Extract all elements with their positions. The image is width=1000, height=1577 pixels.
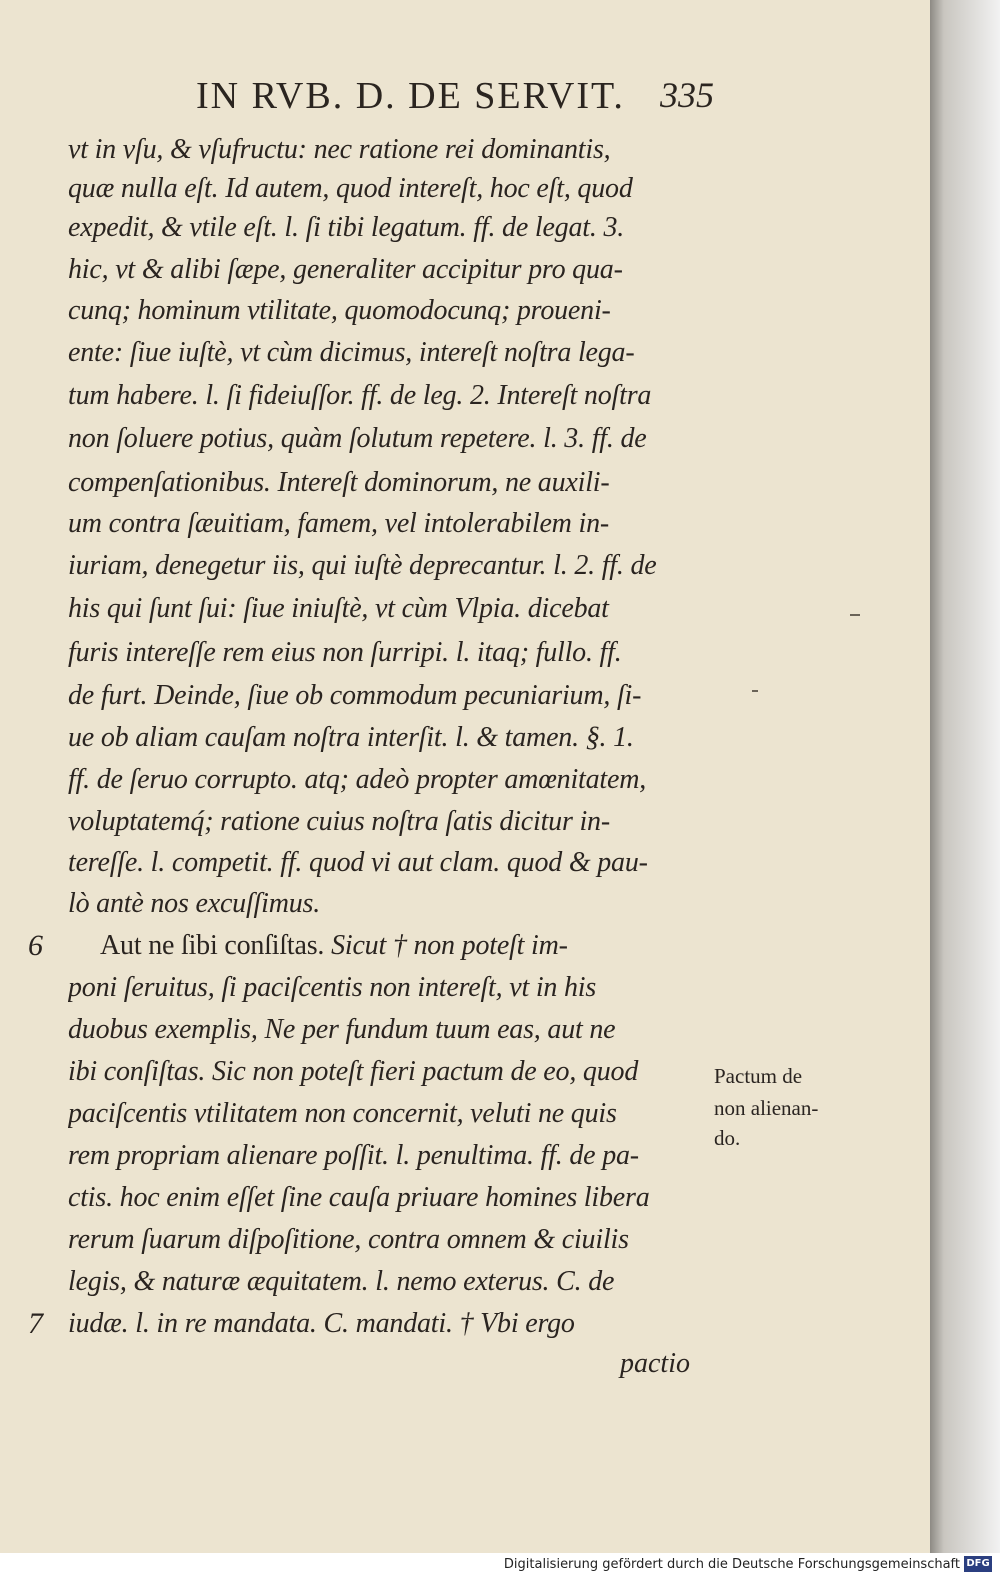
text-line: ue ob aliam cauſam noſtra interſit. l. & tamen. §. 1.	[68, 722, 634, 753]
dfg-logo: DFG	[964, 1556, 992, 1572]
text-line: de furt. Deinde, ſiue ob commodum pecuniarium, ſi-	[68, 680, 642, 711]
section-6-first-line	[100, 926, 730, 966]
section-6-lead: Aut ne ſibi conſiſtas.	[100, 930, 325, 961]
text-line: ibi conſiſtas. Sic non poteſt fieri pactum de eo, quod	[68, 1056, 639, 1087]
text-line: poni ſeruitus, ſi paciſcentis non intereſt, vt in his	[68, 972, 597, 1003]
footer	[0, 1553, 1000, 1577]
text-line: vt in vſu, & vſufructu: nec ratione rei dominantis,	[68, 134, 611, 165]
text-line: ente: ſiue iuſtè, vt cùm dicimus, intereſt noſtra lega-	[68, 337, 635, 368]
margin-mark	[752, 690, 758, 692]
text-line: iudæ. l. in re mandata. C. mandati. † Vbi ergo	[68, 1308, 575, 1339]
margin-note-line: Pactum de	[714, 1064, 803, 1088]
text-line: non ſoluere potius, quàm ſolutum repetere. l. 3. ff. de	[68, 423, 647, 454]
text-line: iuriam, denegetur iis, qui iuſtè deprecantur. l. 2. ff. de	[68, 550, 657, 581]
text-line: his qui ſunt ſui: ſiue iniuſtè, vt cùm Vlpia. dicebat	[68, 593, 609, 624]
text-line: rerum ſuarum diſpoſitione, contra omnem & ciuilis	[68, 1224, 629, 1255]
text-line: lò antè nos excuſſimus.	[68, 888, 321, 919]
text-line: duobus exemplis, Ne per fundum tuum eas, aut ne	[68, 1014, 616, 1045]
text-line: tereſſe. l. competit. ff. quod vi aut clam. quod & pau-	[68, 847, 648, 878]
text-line: legis, & naturæ æquitatem. l. nemo exterus. C. de	[68, 1266, 615, 1297]
funding-credit: Digitalisierung gefördert durch die Deutsche Forschungsgemeinschaft	[503, 1557, 960, 1572]
text-line: furis intereſſe rem eius non ſurripi. l. itaq; fullo. ff.	[68, 637, 622, 668]
margin-note-line: non alienan-	[714, 1096, 819, 1120]
text-line: expedit, & vtile eſt. l. ſi tibi legatum. ff. de legat. 3.	[68, 212, 625, 243]
margin-section-number: 7	[28, 1307, 43, 1340]
text-line: tum habere. l. ſi fideiuſſor. ff. de leg. 2. Intereſt noſtra	[68, 380, 652, 411]
text-line: voluptatemq́; ratione cuius noſtra ſatis dicitur in-	[68, 806, 610, 837]
text-line: cunq; hominum vtilitate, quomodocunq; proueni-	[68, 295, 611, 326]
margin-mark	[850, 614, 860, 616]
margin-section-number: 6	[28, 929, 43, 962]
text-line: paciſcentis vtilitatem non concernit, veluti ne quis	[68, 1098, 617, 1129]
text-line: hic, vt & alibi ſæpe, generaliter accipitur pro qua-	[68, 254, 623, 285]
section-6-first-text: Sicut † non poteſt im-	[331, 930, 568, 961]
running-title: IN RVB. D. DE SERVIT.	[196, 75, 625, 117]
margin-note-line: do.	[714, 1126, 741, 1150]
text-line: um contra ſæuitiam, famem, vel intolerabilem in-	[68, 508, 609, 539]
text-line: rem propriam alienare poſſit. l. penultima. ff. de pa-	[68, 1140, 639, 1171]
text-line: compenſationibus. Intereſt dominorum, ne auxili-	[68, 467, 610, 498]
catchword: pactio	[620, 1348, 690, 1379]
page-number: 335	[660, 75, 714, 115]
text-line: quæ nulla eſt. Id autem, quod intereſt, hoc eſt, quod	[68, 173, 633, 204]
page-edge-shadow	[930, 0, 1000, 1553]
text-line: ctis. hoc enim eſſet ſine cauſa priuare homines libera	[68, 1182, 650, 1213]
text-line: ff. de ſeruo corrupto. atq; adeò propter amœnitatem,	[68, 764, 647, 795]
